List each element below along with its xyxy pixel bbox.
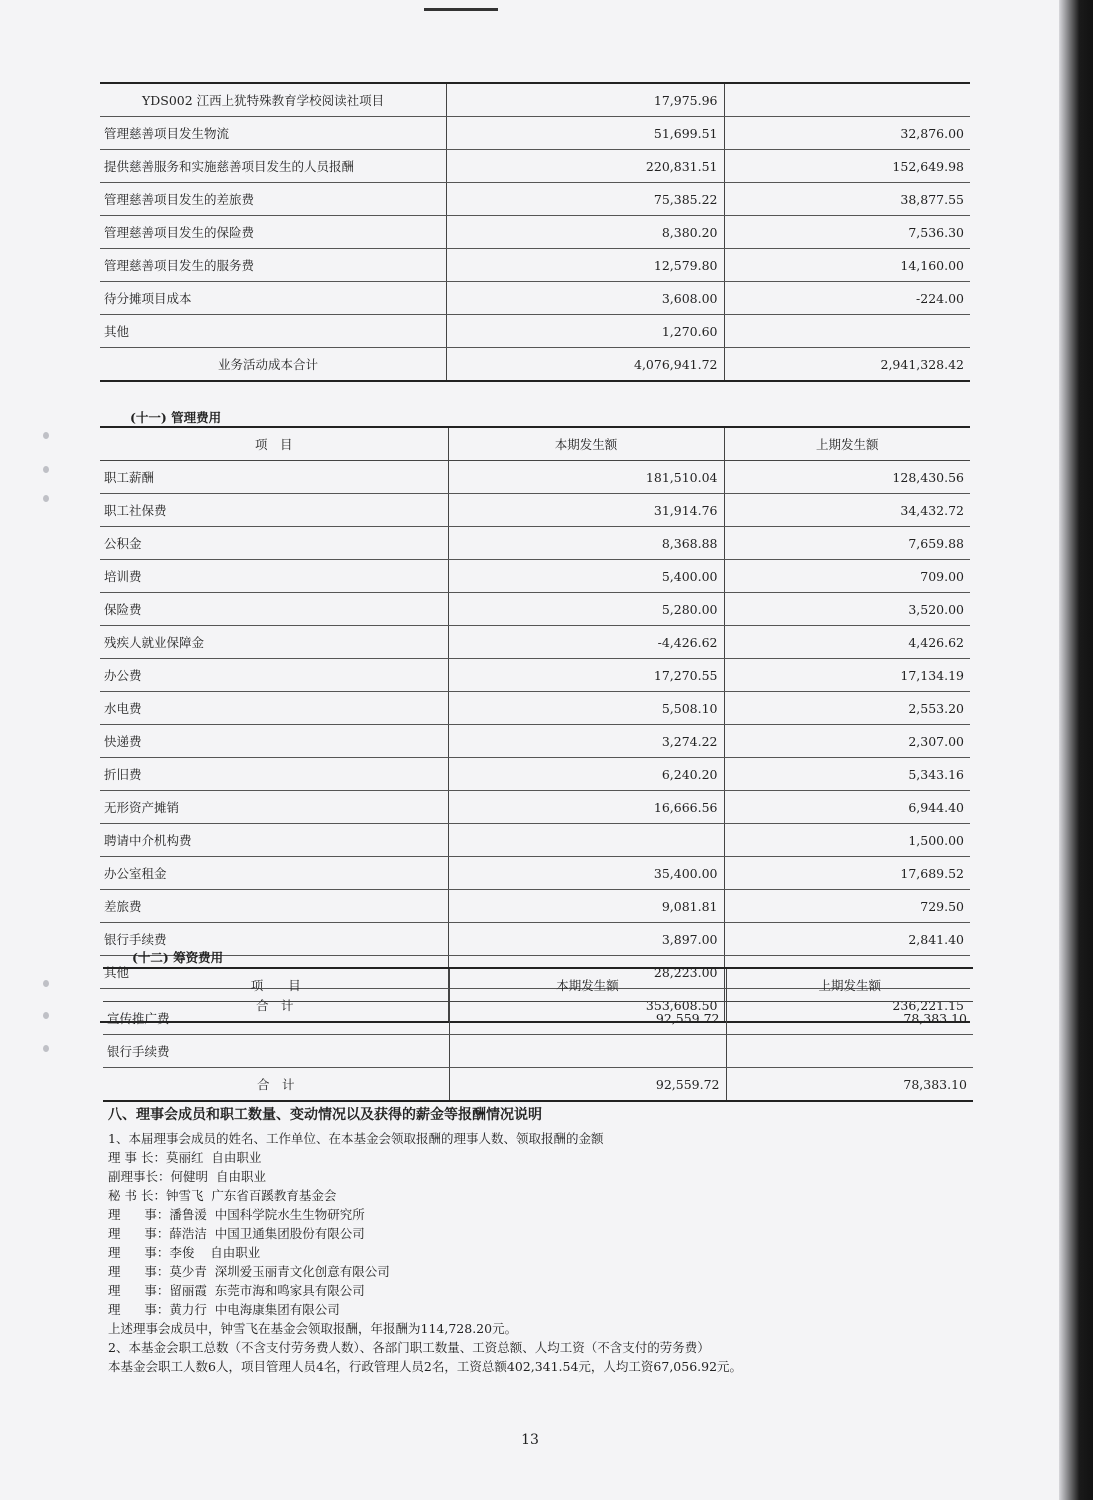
row-label: 其他 bbox=[100, 956, 448, 989]
section-8-line: 理 事：莫少青 深圳爱玉丽青文化创意有限公司 bbox=[108, 1264, 390, 1279]
row-current: 5,400.00 bbox=[448, 560, 724, 593]
row-previous bbox=[724, 315, 970, 348]
section-8-line: 理 事：李俊 自由职业 bbox=[108, 1245, 261, 1260]
row-previous bbox=[724, 83, 970, 117]
header-current: 本期发生额 bbox=[448, 427, 724, 461]
total-label: 业务活动成本合计 bbox=[100, 348, 446, 382]
punch-hole bbox=[43, 1012, 49, 1019]
total-row bbox=[100, 348, 970, 382]
table-row bbox=[100, 824, 970, 857]
punch-hole bbox=[43, 495, 49, 502]
section-8-line: 本基金会职工人数6人，项目管理人员4名，行政管理人员2名，工资总额402,341.54元，人均工资67,056.92元。 bbox=[108, 1359, 743, 1374]
row-label: 管理慈善项目发生的差旅费 bbox=[100, 183, 446, 216]
section-8-line: 理 事：黄力行 中电海康集团有限公司 bbox=[108, 1302, 340, 1317]
table-row bbox=[100, 216, 970, 249]
row-current: 1,270.60 bbox=[446, 315, 724, 348]
total-previous: 2,941,328.42 bbox=[724, 348, 970, 382]
row-label: 残疾人就业保障金 bbox=[100, 626, 448, 659]
section-8 bbox=[108, 1106, 1008, 1376]
page-number: 13 bbox=[521, 1432, 539, 1448]
total-current: 92,559.72 bbox=[449, 1068, 726, 1102]
table-row bbox=[100, 857, 970, 890]
row-previous: 2,307.00 bbox=[724, 725, 970, 758]
row-label: 提供慈善服务和实施慈善项目发生的人员报酬 bbox=[100, 150, 446, 183]
total-row bbox=[103, 1068, 973, 1102]
section-8-line: 2、本基金会职工总数（不含支付劳务费人数）、各部门职工数量、工资总额、人均工资（不含支付的劳务费） bbox=[108, 1340, 710, 1355]
table-row bbox=[100, 282, 970, 315]
header-previous: 上期发生额 bbox=[724, 427, 970, 461]
row-previous: 729.50 bbox=[724, 890, 970, 923]
punch-hole bbox=[43, 1045, 49, 1052]
table-row bbox=[100, 593, 970, 626]
row-label: 聘请中介机构费 bbox=[100, 824, 448, 857]
row-current: 12,579.80 bbox=[446, 249, 724, 282]
row-label: 银行手续费 bbox=[100, 923, 448, 956]
row-label: 办公室租金 bbox=[100, 857, 448, 890]
table-header-row bbox=[100, 427, 970, 461]
row-previous: 4,426.62 bbox=[724, 626, 970, 659]
section-8-line: 理 事：潘鲁湲 中国科学院水生生物研究所 bbox=[108, 1207, 365, 1222]
row-label: 宣传推广费 bbox=[103, 1002, 449, 1035]
total-current: 4,076,941.72 bbox=[446, 348, 724, 382]
row-label: 管理慈善项目发生物流 bbox=[100, 117, 446, 150]
punch-hole bbox=[43, 980, 49, 987]
row-label: 银行手续费 bbox=[103, 1035, 449, 1068]
row-previous: 1,500.00 bbox=[724, 824, 970, 857]
row-label: 管理慈善项目发生的保险费 bbox=[100, 216, 446, 249]
row-current: 181,510.04 bbox=[448, 461, 724, 494]
section-8-line: 秘 书 长：钟雪飞 广东省百蹊教育基金会 bbox=[108, 1188, 337, 1203]
row-current: 6,240.20 bbox=[448, 758, 724, 791]
table-row bbox=[100, 923, 970, 956]
row-previous: 3,520.00 bbox=[724, 593, 970, 626]
row-current: 17,975.96 bbox=[446, 83, 724, 117]
row-current: 5,508.10 bbox=[448, 692, 724, 725]
row-current: 8,380.20 bbox=[446, 216, 724, 249]
row-label: 保险费 bbox=[100, 593, 448, 626]
fundraising-expense-table bbox=[103, 967, 973, 1102]
row-previous: 152,649.98 bbox=[724, 150, 970, 183]
row-previous: 17,689.52 bbox=[724, 857, 970, 890]
table-row bbox=[100, 527, 970, 560]
table-row bbox=[100, 183, 970, 216]
admin-expense-title: (十一) 管理费用 bbox=[130, 410, 222, 425]
row-current: 16,666.56 bbox=[448, 791, 724, 824]
row-label: 无形资产摊销 bbox=[100, 791, 448, 824]
table-row bbox=[100, 791, 970, 824]
row-previous: 2,553.20 bbox=[724, 692, 970, 725]
row-current: 3,897.00 bbox=[448, 923, 724, 956]
table-row bbox=[100, 117, 970, 150]
row-current: 51,699.51 bbox=[446, 117, 724, 150]
row-label: 差旅费 bbox=[100, 890, 448, 923]
row-current bbox=[449, 1035, 726, 1068]
row-label: 折旧费 bbox=[100, 758, 448, 791]
row-previous: 17,134.19 bbox=[724, 659, 970, 692]
row-current: -4,426.62 bbox=[448, 626, 724, 659]
section-8-line: 上述理事会成员中，钟雪飞在基金会领取报酬，年报酬为114,728.20元。 bbox=[108, 1321, 518, 1336]
row-previous: 6,944.40 bbox=[724, 791, 970, 824]
row-current: 3,608.00 bbox=[446, 282, 724, 315]
row-label: 快递费 bbox=[100, 725, 448, 758]
row-previous: 128,430.56 bbox=[724, 461, 970, 494]
row-label: 办公费 bbox=[100, 659, 448, 692]
row-label: 职工薪酬 bbox=[100, 461, 448, 494]
row-current: 5,280.00 bbox=[448, 593, 724, 626]
table-row bbox=[100, 249, 970, 282]
table-row bbox=[100, 692, 970, 725]
row-previous: 34,432.72 bbox=[724, 494, 970, 527]
table-row bbox=[100, 560, 970, 593]
row-previous: 709.00 bbox=[724, 560, 970, 593]
row-previous: 14,160.00 bbox=[724, 249, 970, 282]
total-previous: 236,221.15 bbox=[724, 989, 970, 1023]
section-8-line: 理 事 长：莫丽红 自由职业 bbox=[108, 1150, 262, 1165]
row-label: YDS002 江西上犹特殊教育学校阅读社项目 bbox=[100, 83, 446, 117]
total-label: 合 计 bbox=[100, 989, 448, 1023]
punch-hole bbox=[43, 466, 49, 473]
row-previous: 7,659.88 bbox=[724, 527, 970, 560]
table-row bbox=[100, 494, 970, 527]
row-label: 职工社保费 bbox=[100, 494, 448, 527]
row-previous: 38,877.55 bbox=[724, 183, 970, 216]
row-previous: -224.00 bbox=[724, 282, 970, 315]
section-8-line: 1、本届理事会成员的姓名、工作单位、在本基金会领取报酬的理事人数、领取报酬的金额 bbox=[108, 1131, 604, 1146]
row-current: 75,385.22 bbox=[446, 183, 724, 216]
table-row bbox=[100, 659, 970, 692]
row-previous: 2,841.40 bbox=[724, 923, 970, 956]
row-current: 31,914.76 bbox=[448, 494, 724, 527]
table-row bbox=[100, 461, 970, 494]
admin-expense-table bbox=[100, 426, 970, 1023]
row-previous: 32,876.00 bbox=[724, 117, 970, 150]
row-current: 28,223.00 bbox=[448, 956, 724, 989]
row-current: 9,081.81 bbox=[448, 890, 724, 923]
total-previous: 78,383.10 bbox=[726, 1068, 973, 1102]
table-row bbox=[103, 1035, 973, 1068]
table-row bbox=[100, 150, 970, 183]
row-label: 培训费 bbox=[100, 560, 448, 593]
table-row bbox=[100, 758, 970, 791]
row-label: 其他 bbox=[100, 315, 446, 348]
header-item: 项 目 bbox=[100, 427, 448, 461]
row-current: 17,270.55 bbox=[448, 659, 724, 692]
table-row bbox=[103, 1002, 973, 1035]
total-label: 合 计 bbox=[103, 1068, 449, 1102]
header-previous: 上期发生额 bbox=[726, 968, 973, 1002]
row-current bbox=[448, 824, 724, 857]
table-row bbox=[100, 315, 970, 348]
table-header-row bbox=[103, 968, 973, 1002]
row-current: 220,831.51 bbox=[446, 150, 724, 183]
page-edge-shadow bbox=[1059, 0, 1093, 1500]
row-previous bbox=[726, 1035, 973, 1068]
total-current: 353,608.50 bbox=[448, 989, 724, 1023]
header-item: 项 目 bbox=[103, 968, 449, 1002]
row-label: 待分摊项目成本 bbox=[100, 282, 446, 315]
row-current: 8,368.88 bbox=[448, 527, 724, 560]
row-current: 35,400.00 bbox=[448, 857, 724, 890]
row-label: 管理慈善项目发生的服务费 bbox=[100, 249, 446, 282]
row-label: 水电费 bbox=[100, 692, 448, 725]
section-8-line: 理 事：薛浩洁 中国卫通集团股份有限公司 bbox=[108, 1226, 365, 1241]
section-8-line: 副理事长：何健明 自由职业 bbox=[108, 1169, 266, 1184]
punch-hole bbox=[43, 432, 49, 439]
table-row bbox=[100, 626, 970, 659]
header-current: 本期发生额 bbox=[449, 968, 726, 1002]
table-row bbox=[100, 83, 970, 117]
row-label: 公积金 bbox=[100, 527, 448, 560]
fundraising-expense-title: (十二) 筹资费用 bbox=[132, 950, 224, 965]
business-cost-table bbox=[100, 82, 970, 382]
table-row bbox=[100, 890, 970, 923]
row-previous: 5,343.16 bbox=[724, 758, 970, 791]
table-row bbox=[100, 725, 970, 758]
row-previous: 7,536.30 bbox=[724, 216, 970, 249]
row-current: 3,274.22 bbox=[448, 725, 724, 758]
scan-mark bbox=[424, 8, 498, 11]
section-8-line: 理 事：留丽霞 东莞市海和鸣家具有限公司 bbox=[108, 1283, 365, 1298]
row-current: 92,559.72 bbox=[449, 1002, 726, 1035]
section-8-heading: 八、理事会成员和职工数量、变动情况以及获得的薪金等报酬情况说明 bbox=[108, 1107, 542, 1123]
row-previous: 78,383.10 bbox=[726, 1002, 973, 1035]
